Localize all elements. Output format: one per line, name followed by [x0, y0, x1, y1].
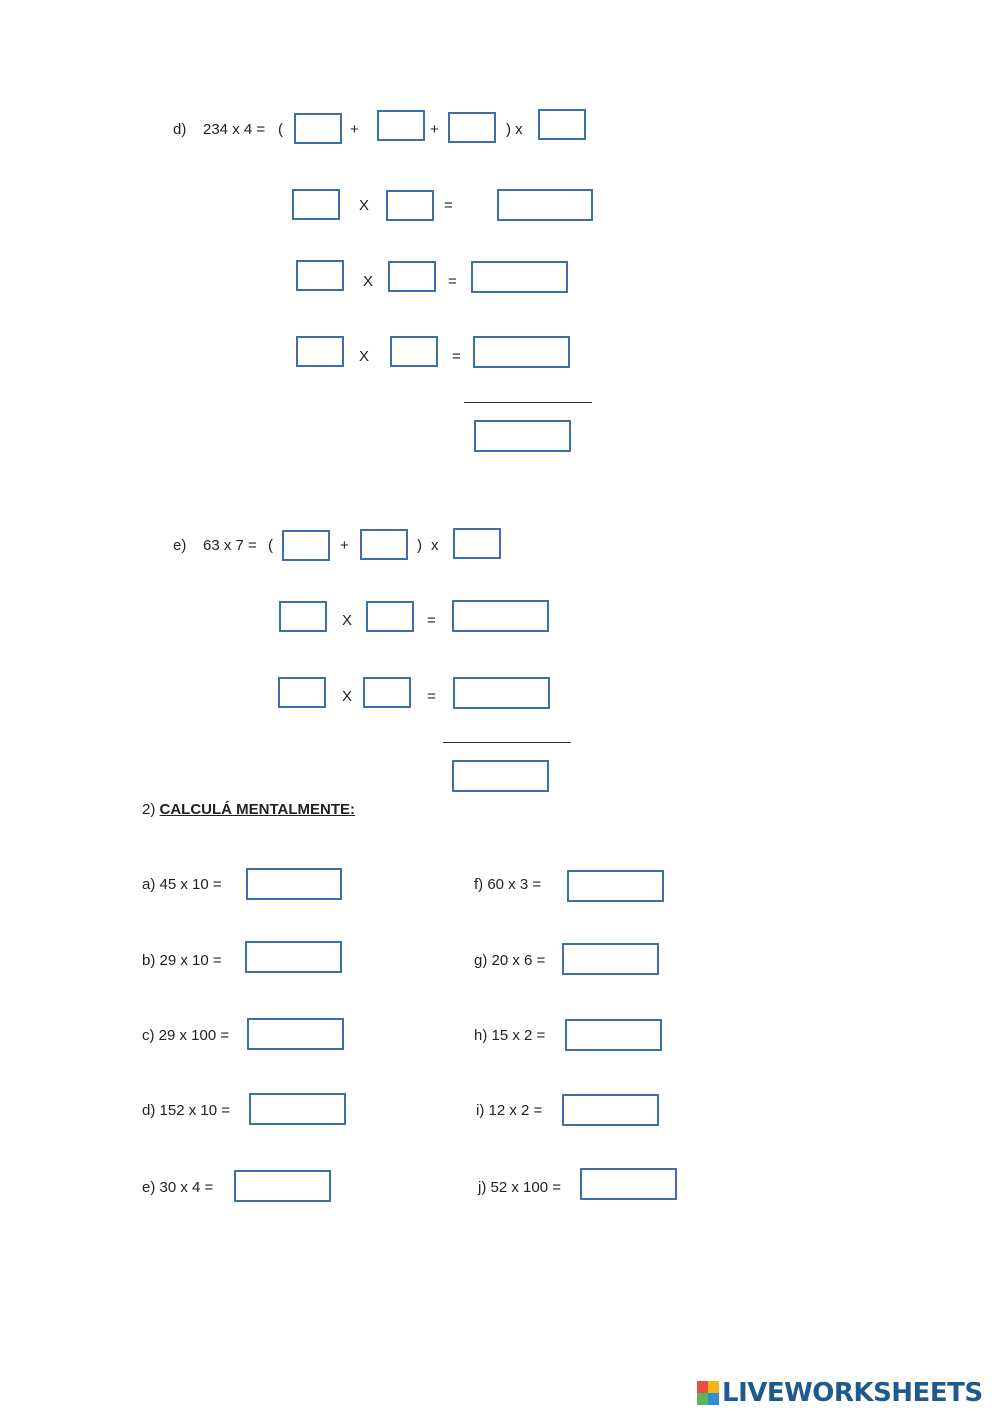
mental-h-label: h) 15 x 2 = [474, 1027, 546, 1044]
mental-j-input[interactable] [580, 1168, 677, 1200]
exercise-e-open-paren: ( [268, 537, 273, 554]
d-total-input[interactable] [474, 420, 571, 452]
mental-g-label: g) 20 x 6 = [474, 952, 546, 969]
d-row1-times: X [359, 197, 370, 214]
mental-a-label: a) 45 x 10 = [142, 876, 222, 893]
d-plus-1: + [350, 121, 359, 138]
mental-d-input[interactable] [249, 1093, 346, 1125]
d-row3-equals: = [452, 348, 461, 365]
liveworksheets-brand: LIVEWORKSHEETS [722, 1378, 983, 1408]
mental-a-input[interactable] [246, 868, 342, 900]
d-row2-result-input[interactable] [471, 261, 568, 293]
d-plus-2: + [430, 121, 439, 138]
mental-d-label: d) 152 x 10 = [142, 1102, 230, 1119]
logo-square-2 [708, 1381, 719, 1393]
e-row2-result-input[interactable] [453, 677, 550, 709]
mental-j-label: j) 52 x 100 = [478, 1179, 561, 1196]
mental-f-input[interactable] [567, 870, 664, 902]
e-row1-factor2-input[interactable] [366, 601, 414, 632]
mental-f-label: f) 60 x 3 = [474, 876, 542, 893]
logo-square-3 [697, 1393, 708, 1405]
e-row2-factor2-input[interactable] [363, 677, 411, 708]
e-total-input[interactable] [452, 760, 549, 792]
d-row1-equals: = [444, 197, 453, 214]
liveworksheets-logo [697, 1378, 983, 1408]
d-row3-factor2-input[interactable] [390, 336, 438, 367]
mental-i-label: i) 12 x 2 = [476, 1102, 543, 1119]
section-2-title: CALCULÁ MENTALMENTE: [159, 801, 356, 818]
mental-c-input[interactable] [247, 1018, 344, 1050]
d-multiplier-input[interactable] [538, 109, 586, 140]
e-row1-result-input[interactable] [452, 600, 549, 632]
d-row1-factor1-input[interactable] [292, 189, 340, 220]
d-row2-factor1-input[interactable] [296, 260, 344, 291]
d-sum-line [464, 402, 592, 403]
mental-b-input[interactable] [245, 941, 342, 973]
e-row2-equals: = [427, 688, 436, 705]
e-close-paren: ) [417, 537, 422, 554]
section-2-number: 2) [142, 801, 156, 818]
e-decomp-tens-input[interactable] [282, 530, 330, 561]
d-decomp-hundreds-input[interactable] [294, 113, 342, 144]
mental-i-input[interactable] [562, 1094, 659, 1126]
d-row3-factor1-input[interactable] [296, 336, 344, 367]
exercise-d-open-paren: ( [278, 121, 283, 138]
d-row2-times: X [363, 273, 374, 290]
e-row1-times: X [342, 612, 353, 629]
section-2-heading [142, 801, 355, 819]
e-sum-line [443, 742, 571, 743]
e-row2-times: X [342, 688, 353, 705]
exercise-d-expression: 234 x 4 = [203, 121, 266, 138]
d-row1-result-input[interactable] [497, 189, 593, 221]
mental-c-label: c) 29 x 100 = [142, 1027, 230, 1044]
mental-e-label: e) 30 x 4 = [142, 1179, 214, 1196]
d-decomp-tens-input[interactable] [377, 110, 425, 141]
mental-b-label: b) 29 x 10 = [142, 952, 222, 969]
e-row2-factor1-input[interactable] [278, 677, 326, 708]
e-decomp-units-input[interactable] [360, 529, 408, 560]
e-plus: + [340, 537, 349, 554]
mental-e-input[interactable] [234, 1170, 331, 1202]
exercise-e-label: e) [173, 537, 187, 554]
d-row2-equals: = [448, 273, 457, 290]
d-row3-times: X [359, 348, 370, 365]
e-row1-factor1-input[interactable] [279, 601, 327, 632]
d-row2-factor2-input[interactable] [388, 261, 436, 292]
liveworksheets-logo-icon [697, 1381, 719, 1405]
d-decomp-units-input[interactable] [448, 112, 496, 143]
logo-square-1 [697, 1381, 708, 1393]
logo-square-4 [708, 1393, 719, 1405]
mental-h-input[interactable] [565, 1019, 662, 1051]
exercise-d-label: d) [173, 121, 187, 138]
e-multiplier-input[interactable] [453, 528, 501, 559]
e-row1-equals: = [427, 612, 436, 629]
e-times-lower: x [431, 537, 439, 554]
d-row3-result-input[interactable] [473, 336, 570, 368]
exercise-e-expression: 63 x 7 = [203, 537, 257, 554]
mental-g-input[interactable] [562, 943, 659, 975]
d-close-paren-times: ) x [506, 121, 523, 138]
d-row1-factor2-input[interactable] [386, 190, 434, 221]
